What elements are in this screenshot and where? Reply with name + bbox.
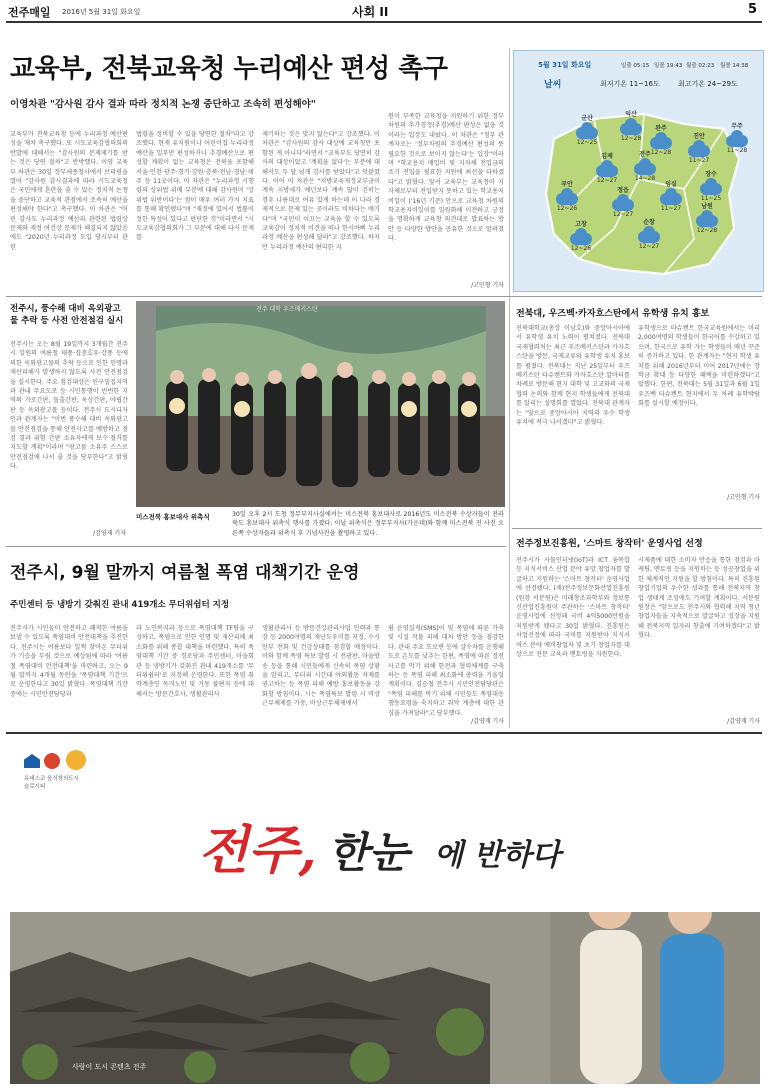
city-temperature: 14~28 [634, 175, 656, 182]
right-story-2-headline: 전주정보진흥원, '스마트 창작터' 운영사업 선정 [516, 539, 703, 549]
lead-column-2: 법령을 정비할 수 있을 당연한 절차"라고 강조했다. 현재 유치원이나 어린이집 누리과정 예산을 일부만 편성하거나 추경예산으로 편성할 계획이 없는 교육청은 전북을 포함해 서울·인천·광주·경기·강원·충북·전남·경남·제주 등 11곳이다. 이 차관은 "누리과정 시행령의 상위법 위배 부분에 대해 감사원이 '상위법 위반이다'는 점이 매우 여러 가지 지표를 통해 확인됐다"며 "재정에 있어서 법률이 정한 특성이 있다고 판단한 것"이라면서 "시도교육감협의회가 그 부분에 대해 다시 문제를 [136, 131, 254, 242]
tourism-ad [10, 742, 760, 1084]
city-temperature: 11~28 [726, 147, 748, 154]
city-forecast [570, 113, 604, 146]
ad-logo-text-1: 유네스코 음식창의도시 [24, 776, 79, 782]
left-story-headline: 전주시, 풍수해 대비 옥외광고물 추락 등 사전 안전점검 실시 [10, 304, 124, 326]
right-story-2-byline: /김영재 기자 [727, 718, 760, 725]
photo-scene [136, 301, 505, 507]
cloud-icon [700, 183, 722, 195]
moonset: 월몰 14:38 [720, 63, 749, 69]
page-header [0, 0, 768, 22]
right-story-1-col2: 유학생으로 타슈켄트 한국교육원에서는 미리 2,000여명의 학생들이 한국어를 수강하고 있으며, 한국으로 유학 가는 학생들이 매년 꾸준히 증가하고 있다. 한 관계자는 "현지 학생 유치를 위해 2016년부터 이어 2017년에는 장학금 확대 등 다양한 혜택을 마련하겠다"고 말했다. 한편, 전북대는 5월 31일과 6월 1일 우즈벡 타슈켄트 현지에서 두 차례 유학박람회를 실시할 예정이다. [638, 325, 760, 408]
photo-caption-title: 미스전북 홍보대사 위촉식 [136, 513, 210, 521]
city-name: 무주 [731, 123, 743, 130]
section-rule [512, 528, 762, 529]
issue-date: 2016년 5월 31일 화요일 [62, 8, 141, 16]
sunset: 일몰 19:43 [654, 63, 683, 69]
left-story-body: 전주시는 오는 8월 19일까지 3개월간 전주시 일원의 여름철 태풍·집중호우·강풍 등에 의한 옥외광고물의 추락 등으로 인한 인명과 재산피해가 발생하지 않도록 사전 안전점검을 실시한다. 주요 점검대상은 인구밀집지역과 관내 주요도로 등 시민통행이 빈번한 지역의 가로간판, 돌출간판, 옥상간판, 야립간판 등 옥외광고물 등이다. 전주시 도시디자인과 관계자는 "이번 풍수해 대비 옥외광고물 안전점검을 통해 안전사고를 예방하고 점검 결과 위험 간판 소유자에게 보수·철거를 지도할 계획"이라며 "광고물 소유주 스스로 안전점검에 나서 줄 것을 당부한다"고 밝혔다. [10, 341, 128, 471]
city-forecast [694, 169, 728, 202]
page-number: 5 [748, 2, 758, 17]
left-story-byline: /김영재 기자 [93, 530, 126, 537]
weather-box [513, 50, 764, 292]
city-name: 전주 [639, 151, 651, 158]
city-temperature: 12~26 [570, 245, 592, 252]
lead-byline: /고민형 기자 [471, 282, 504, 289]
city-name: 정읍 [617, 187, 629, 194]
city-forecast [632, 217, 666, 250]
cloud-icon [634, 163, 656, 175]
city-temperature: 12~27 [596, 177, 618, 184]
mid-story-subheadline: 주민센터 등 냉방기 갖춰진 관내 419개소 무더위쉼터 지정 [10, 600, 230, 610]
city-forecast [628, 149, 662, 182]
min-temperature: 최저기온 11~16도 [600, 80, 660, 88]
city-temperature: 12~28 [696, 227, 718, 234]
city-name: 순창 [643, 219, 655, 226]
header-rule [6, 21, 762, 23]
weather-title: 5월 31일 화요일 [538, 61, 592, 69]
column-rule [509, 48, 510, 728]
city-name: 진안 [693, 133, 705, 140]
city-temperature: 12~25 [576, 139, 598, 146]
hanok-village-photo [10, 912, 760, 1084]
cloud-icon [688, 145, 710, 157]
right-story-2-col2: 시제품에 대한 소비자 반응을 통한 점검과 마케팅, 멘토링 등을 지원하는 등 성공창업을 위한 체계적인 지원을 할 방침이다. 특히 진흥원 창업기업의 우수한 성과를 통해 전북지역 창업 생태계 조성에도 기여할 계획이다. 서문원 원장은 "앞으로도 전주시와 협력해 지역 청년 창업자들을 지속적으로 발굴하고 성장을 지원해 전북지역 일자리 창출에 기여하겠다"고 밝혔다. [638, 557, 760, 640]
slow-city-logo [44, 753, 60, 769]
mid-story-col4: 쉼 운영실적(SMS)이 및 폭염에 따른 가축 및 시설 작물 피해 대처 방안 등을 점검한다. 관내 주요 도로변 등에 살수차를 운행해 도로 온도를 낮추는 한편, 폭염에 따른 정전 사고를 막기 위해 한전과 협력체계를 구축하는 등 폭염 피해 최소화에 총력을 기울일 계획이다. 김승철 전주시 시민안전담당관은 "폭염 피해를 막기 위해 시민들도 폭염대응 행동요령을 숙지하고 취약 계층에 대한 관심을 가져달라"고 당부했다. [388, 625, 504, 717]
section-name: 사회 II [352, 5, 389, 19]
newspaper-name: 전주매일 [8, 6, 51, 19]
cloud-icon [612, 199, 634, 211]
cloud-icon [638, 231, 660, 243]
city-forecast [614, 109, 648, 142]
city-forecast [682, 131, 716, 164]
photo-banner: 전주 대학 우즈베키스탄 [256, 306, 318, 313]
right-story-1-byline: /고민형 기자 [727, 494, 760, 501]
city-name: 남원 [701, 203, 713, 210]
city-temperature: 12~27 [638, 243, 660, 250]
photo-caption: 30일 오후 2시 도청 정무부지사실에서는 미스전북 홍보대사로 2016년도 미스전북 수상자들이 전라북도 홍보대사 위촉식 행사를 가졌다. 이날 위촉식은 정무부지사(가운데)와 함께 미스전북 진 사진 오른쪽 수상자들과 위촉식 후 기념사진을 촬영하고 있다. [232, 511, 504, 537]
mid-story-headline: 전주시, 9월 말까지 여름철 폭염 대책기간 운영 [10, 563, 360, 583]
city-name: 고창 [575, 221, 587, 228]
lead-column-3: 제기하는 것은 맞지 않는다"고 강조했다. 이 차관은 "감사원의 감사 대상에 교육청만 포함된 게 아니다"라면서 "교육부도 당연히 감사의 대상이었고 '계획을 없다'는 부분에 대해서도 두 달 넘게 감사를 받았다"고 덧붙였다. 이어 이 차관은 "지방교육재정교부금이 계속 지방세가 예년보다 계속 많이 걷히는 경우 나름대로 여유 있게 하는데 이 나라 경제적으로 문제 있는 곳이라도 비하다는 얘기다"며 "국민이 이끄는 교육을 할 수 있도록 교육감이 정치적 이견을 떠나 한시바삐 누리과정 예산을 편성해 달라"고 강조했다. 하지만 누리과정 예산의 편리한 지 [262, 131, 380, 251]
city-name: 김제 [601, 153, 613, 160]
mid-story-byline: /김영재 기자 [471, 718, 504, 725]
city-forecast [690, 201, 724, 234]
city-name: 임실 [665, 181, 677, 188]
city-temperature: 12~28 [620, 135, 642, 142]
cloud-icon [576, 127, 598, 139]
mid-story-col3: 생활관리사 등 방문건강관리사업 인력과 통장 등 2000여명의 재난도우미를 지정, 수시 안부 전화 및 건강상태를 점검할 예정이다. 이와 함께 폭염 특보 발령 시 전광판, 마을방송 등을 통해 시민들에게 신속히 폭염 상황을 알리고, 무더위 시간대 야외활동 자제를 권고하는 등 폭염 피해 예방 홍보활동을 강화할 방침이다. 시는 폭염특보 발령 시 비상근무체제를 가동, 비상근무체제에서 [262, 625, 380, 708]
lead-column-1: 교육부가 전북교육청 등에 누리과정 예산편성을 재차 촉구했다. 또 시도교육감협의회의 반발에 대해서는 "감사원의 문제제기를 받는 것은 당연 절차"고 반박했다. 이영 교육부 차관은 30일 정부세종청사에서 브리핑을 열어 "감사원 감사결과에 따라 시도교육청은 국민에게 혼란을 줄 수 있는 정치적 논쟁을 중단하고 교육적 관점에서 조속히 예산을 편성해야 한다"고 촉구했다. 이 차관은 "어린 감사도 누리과정 예산과 관련된 법령상 문제와 재정 여건상 문제가 해결되지 않았음에도 "2020년 누리과정 도입 당시부터 관련 [10, 131, 128, 251]
cloud-icon [620, 123, 642, 135]
section-rule [6, 296, 762, 297]
unesco-logo [24, 754, 40, 768]
right-story-1-col1: 전북대학교(총장 이남호)와 중앙아시아에서 유학생 유치 노력이 펼쳐졌다. 전북대 국제협력처는 최근 우즈베키스탄과 카자흐스탄을 방문, 국제교류와 유학생 유치 홍보를 펼쳤다. 전북대는 지난 25일부터 우즈베키스탄 타슈켄트와 카자흐스탄 알마티를 차례로 방문해 현지 대학 및 고교와의 국제협력 논의와 함께 현지 학생들에게 전북대를 알리는 설명회를 열었다. 전북대 관계자는 "앞으로 중앙아시아 지역의 우수 학생 유치에 적극 나서겠다"고 밝혔다. [516, 325, 630, 427]
city-forecast [550, 179, 584, 212]
city-temperature: 11~27 [660, 205, 682, 212]
ad-headline-2: 한눈 [328, 828, 410, 877]
city-forecast [720, 121, 754, 154]
city-name: 완주 [655, 125, 667, 132]
mid-story-col2: 과 노인복지과 등으로 폭염대책 TF팀을 구성하고, 폭염으로 인한 인명 및 재산피해 최소화를 위해 종합 대책을 마련했다. 특히 폭염대책 기간 중 경로당과 주민센터, 마을회관 등 냉방기가 갖춰진 관내 419개소를 '무더위쉼터'로 지정해 운영한다. 또한 폭염 취약계층인 독거노인 및 거동 불편자 등에 대해서는 방문간호사, 생활관리사 [136, 625, 254, 698]
ad-rule [6, 732, 762, 734]
cloud-icon [696, 215, 718, 227]
city-name: 부안 [561, 181, 573, 188]
max-temperature: 최고기온 24~29도 [678, 80, 738, 88]
city-name: 익산 [625, 111, 637, 118]
city-temperature: 11~25 [700, 195, 722, 202]
mid-story-col1: 전주시가 시민들이 안전하고 쾌적한 여름을 보낼 수 있도록 폭염대비 안전대책을 추진한다. 전주시는 여름보다 일찍 찾아온 무더위가 기승을 부림 것으로 예상됨에 따라 '여름철 폭염대비 안전대책'을 마련하고, 오는 9월 말까지 4개월 동안을 '폭염대책 기간'으로 운영한다고 30일 밝혔다. 폭염대책 기간 중에는 시민안전담당과 [10, 625, 128, 698]
ad-caption: 사람이 도시 콘텐츠 전주 [72, 1063, 147, 1071]
cloud-icon [556, 193, 578, 205]
moonrise: 월출 02:23 [686, 63, 715, 69]
city-name: 군산 [581, 115, 593, 122]
city-forecast [590, 151, 624, 184]
cloud-icon [650, 137, 672, 149]
cloud-icon [660, 193, 682, 205]
lead-column-4: 원이 부족한 교육청을 지원하기 위한 정부차원의 추가경정(추경)예산 편성은 없을 것이라는 입장도 내놨다. 이 차관은 "정부 관계자로는 '정부차원의 추경예산 편성의 뜻 필요한 것으로 보이지 않는다'는 입장"이라며 "학교용지 매입비 및 지자체 전입금의 조기 전입을 필요한 지원에 최선을 다하겠다"고 밝혔다. 앞서 교육부는 교육청이 지자체로부터 전입받지 못하고 있는 학교용지비일이 ('16년 기준) 안으로 교육청 차원의 학교용지비일이를 일원화해 이전하고 긍정을 명확하게 교육청 의견대로 발표하는 방안 등 다양한 방안을 공유한 것으로 알려졌다. [388, 113, 504, 243]
lead-subheadline: 이영차관 "감사원 감사 결과 따라 정치적 논쟁 중단하고 조속히 편성해야" [10, 99, 316, 110]
ad-headline-3: 에 반하다 [434, 838, 561, 873]
lead-headline: 교육부, 전북교육청 누리예산 편성 촉구 [10, 54, 448, 84]
event-photo [136, 301, 505, 507]
city-forecast [606, 185, 640, 218]
right-story-1-headline: 전북대, 우즈벡·카자흐스탄에서 유학생 유치 홍보 [516, 309, 710, 319]
weather-label: 날씨 [544, 80, 562, 90]
cloud-icon [596, 165, 618, 177]
city-forecast [654, 179, 688, 212]
ad-logo-text-2: 슬로시티 [24, 784, 46, 790]
right-story-2-col1: 전주시가 사물인터넷(IoT)과 ICT 융복합 등 지식서비스 산업 분야 유망 창업자를 발굴하고 지원하는 '스마트 창작터' 운영사업에 선정됐다. (재)전주정보문화산업진흥원(원장 서문원)은 미래창조과학부와 정보통신산업진흥원이 주관하는 '스마트 창작터' 운영사업에 선정돼 국비 4억5000만원을 지원받게 됐다고 30일 밝혔다. 진흥원은 사업선정에 따라 국비를 지원받아 지식서비스 분야 예비창업자 및 초기 창업자를 대상으로 전문 교육과 멘토링을 지원한다. [516, 557, 630, 659]
city-temperature: 11~27 [688, 157, 710, 164]
ad-headline-1: 전주, [198, 820, 317, 881]
cloud-icon [570, 233, 592, 245]
city-temperature: 12~26 [556, 205, 578, 212]
cloud-icon [726, 135, 748, 147]
city-name: 장수 [705, 171, 717, 178]
city-temperature: 12~27 [612, 211, 634, 218]
section-rule [6, 546, 506, 547]
sunrise: 일출 05:15 [621, 63, 650, 69]
city-temperature: 12~28 [650, 149, 672, 156]
city-forecast [564, 219, 598, 252]
sun-emblem [66, 750, 86, 770]
